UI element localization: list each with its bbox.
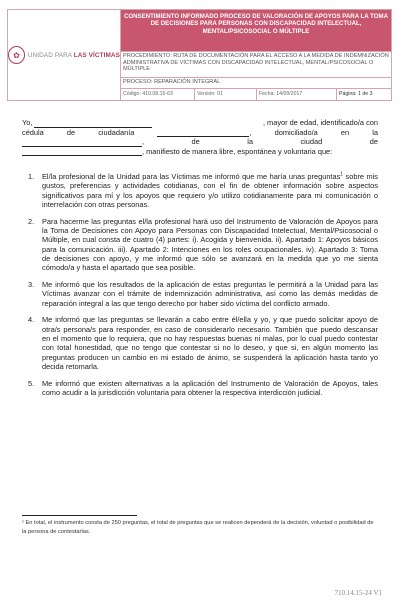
address-blank[interactable] xyxy=(22,138,142,147)
document-title: CONSENTIMIENTO INFORMADO PROCESO DE VALORACIÓN DE APOYOS PARA LA TOMA DE DECISIONES PARA PERSONAS CON DISCAPACIDAD INTELECTUAL, MENTAL/PSICOSOCIAL O MÚLTIPLE xyxy=(121,10,391,51)
list-item: 2. Para hacerme las preguntas el/la profesional hará uso del Instrumento de Valoración de Apoyos para la Toma de Decisiones con Apoyo para Personas con Discapacidad Intelectual, Mental/Psicosocial o Múltiple, en cual consta de cuatro (4) partes: i). Acogida y bienvenida. ii). Apartado 1: Apoyos básicos para la comunicación. iii). Apartado 2: Intenciones en los roles ocupacionales. iv). Apartado 3: Toma de decisiones con apoyo, y me informó que sólo se avanzará en la medida que yo me sienta cómodo/a y hasta el apartado que sea posible. xyxy=(28,216,378,273)
footnote-divider xyxy=(22,515,137,516)
code-cell: Código: 410.08.15-63 xyxy=(121,89,195,100)
page-cell: Página: 1 de 3 xyxy=(339,91,373,97)
document-header xyxy=(7,9,392,101)
intro-line: cédula de ciudadanía , domiciliado/a en la xyxy=(22,127,378,137)
date-cell: Fecha: 14/09/2017 xyxy=(257,89,337,100)
list-item: 5. Me informó que existen alternativas a la aplicación del Instrumento de Valoración de Apoyos, tales como acudir a la jurisdicción voluntaria para obtener la respectiva interdicción judicial. xyxy=(28,378,378,397)
declaration-intro xyxy=(22,118,378,156)
document-code: 710.14.15-24 V1 xyxy=(334,589,382,597)
intro-line: Yo, , mayor de edad, identificado/a con xyxy=(22,118,378,127)
city-blank[interactable] xyxy=(22,147,142,156)
logo xyxy=(8,10,121,100)
intro-line: , manifiesto de manera libre, espontánea y voluntaria que: xyxy=(22,147,378,157)
consent-list xyxy=(22,172,378,405)
list-item: 3. Me informó que los resultados de la aplicación de estas preguntas le permitirá a la Unidad para las Víctimas avanzar con el trámite de indemnización administrativa, así como las demás medidas de reparación integral a las que tengo derecho por haber sido víctima del conflicto armado. xyxy=(28,279,378,308)
footnote: ¹ En total, el instrumento consta de 250 preguntas, el total de preguntas que se realicen dependerá de la decisión, voluntad o posibilidad de la persona de contestarlas. xyxy=(22,520,374,535)
process-field: PROCESO: REPARACIÓN INTEGRAL xyxy=(121,77,391,88)
logo-text: UNIDAD PARA LAS VÍCTIMAS xyxy=(27,51,120,59)
name-blank[interactable] xyxy=(34,119,152,128)
metadata-row xyxy=(121,88,391,100)
logo-icon: ✿ xyxy=(8,46,25,64)
footnote-ref: 1 xyxy=(340,171,344,178)
list-item: 1. El/la profesional de la Unidad para las Víctimas me informó que me haría unas preguntas$^1$ sobre mis gustos, preferencias y actividades cotidianas, con el fin de obtener información sobre aspectos significativos para mí y los apoyos que requiero y/o utilizo cotidianamente para mi comunicación o interrelación con otras personas. xyxy=(28,171,378,209)
list-item: 4. Me informó que las preguntas se llevarán a cabo entre él/ella y yo, y que puedo solicitar apoyo de otra/s persona/s para responder, en caso de considerarlo necesario. También que puedo descansar en el momento que lo requiera, que no hay respuestas buenas ni malas, por lo cual puedo contestar con total honestidad, que no tengo que contestar si no lo deseo, y que si, en algún momento las preguntas producen un cambio en mi estado de ánimo, se suspenderá la aplicación hasta tanto yo decida retomarla. xyxy=(28,315,378,371)
procedure-field: PROCEDIMIENTO: RUTA DE DOCUMENTACIÓN PARA EL ACCESO A LA MEDIDA DE INDEMNIZACIÓN ADMINISTRATIVA DE VÍCTIMAS CON DISCAPACIDAD INTELECTUAL, MENTAL/PSICOSOCIAL O MÚLTIPLE xyxy=(121,51,391,77)
id-number-blank[interactable] xyxy=(157,128,249,137)
intro-line: , de la ciudad de xyxy=(22,137,378,147)
version-cell: Versión: 01 xyxy=(195,89,257,100)
